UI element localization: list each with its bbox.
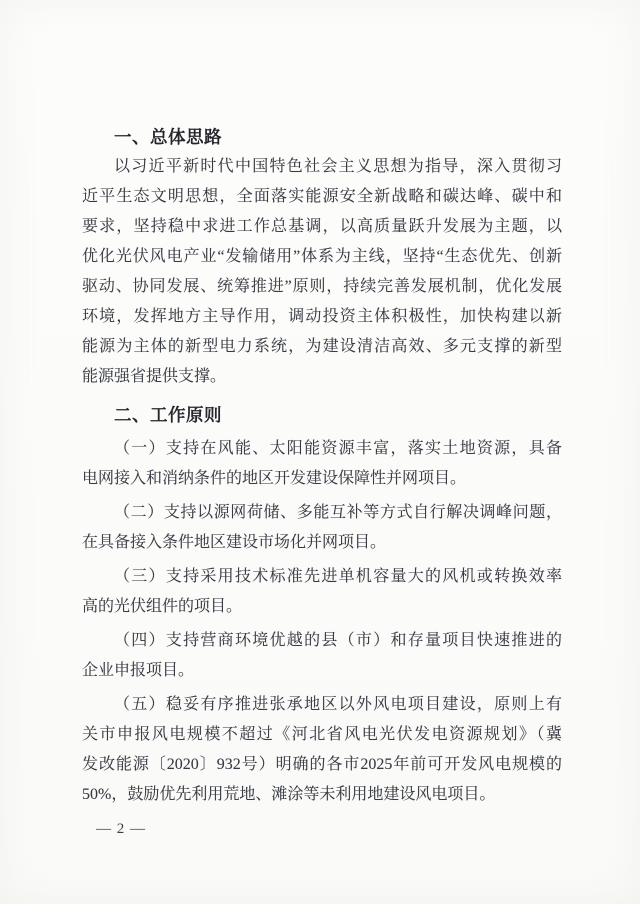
paragraph-overview <box>82 152 562 392</box>
paragraph-item-2 <box>82 498 562 558</box>
text-line: 关市申报风电规模不超过《河北省风电光伏发电资源规划》（冀 <box>82 726 562 743</box>
paragraph-item-5 <box>82 690 562 810</box>
text-line: （一）支持在风能、太阳能资源丰富，落实土地资源，具备 <box>114 440 562 457</box>
section-heading-2: 二、工作原则 <box>114 405 222 425</box>
text-line: 企业申报项目。 <box>82 662 195 679</box>
text-line: 50%，鼓励优先利用荒地、滩涂等未利用地建设风电项目。 <box>82 786 496 803</box>
text-line: （四）支持营商环境优越的县（市）和存量项目快速推进的 <box>114 632 562 649</box>
section-heading-1: 一、总体思路 <box>114 127 222 147</box>
text-line: （二）支持以源网荷储、多能互补等方式自行解决调峰问题， <box>114 504 562 521</box>
text-line: 高的光伏组件的项目。 <box>82 598 243 615</box>
text-line: 能源强省提供支撑。 <box>82 368 227 385</box>
text-line: 要求，坚持稳中求进工作总基调，以高质量跃升发展为主题，以 <box>82 218 562 235</box>
text-line: 能源为主体的新型电力系统，为建设清洁高效、多元支撑的新型 <box>82 338 562 355</box>
page-number: — 2 — <box>96 821 146 837</box>
paragraph-item-1 <box>82 434 562 494</box>
text-line: 近平生态文明思想，全面落实能源安全新战略和碳达峰、碳中和 <box>82 188 562 205</box>
text-line: 环境，发挥地方主导作用，调动投资主体积极性，加快构建以新 <box>82 308 562 325</box>
text-line: 驱动、协同发展、统筹推进”原则，持续完善发展机制，优化发展 <box>82 278 562 295</box>
text-line: （三）支持采用技术标准先进单机容量大的风机或转换效率 <box>114 568 562 585</box>
paragraph-item-4 <box>82 626 562 686</box>
text-line: 电网接入和消纳条件的地区开发建设保障性并网项目。 <box>82 470 467 487</box>
text-line: （五）稳妥有序推进张承地区以外风电项目建设，原则上有 <box>114 696 562 713</box>
text-line: 以习近平新时代中国特色社会主义思想为指导，深入贯彻习 <box>114 158 562 175</box>
text-line: 优化光伏风电产业“发输储用”体系为主线，坚持“生态优先、创新 <box>82 248 562 265</box>
text-line: 发改能源〔2020〕932号）明确的各市2025年前可开发风电规模的 <box>82 756 562 773</box>
text-line: 在具备接入条件地区建设市场化并网项目。 <box>82 534 387 551</box>
paragraph-item-3 <box>82 562 562 622</box>
document-body <box>82 122 562 844</box>
